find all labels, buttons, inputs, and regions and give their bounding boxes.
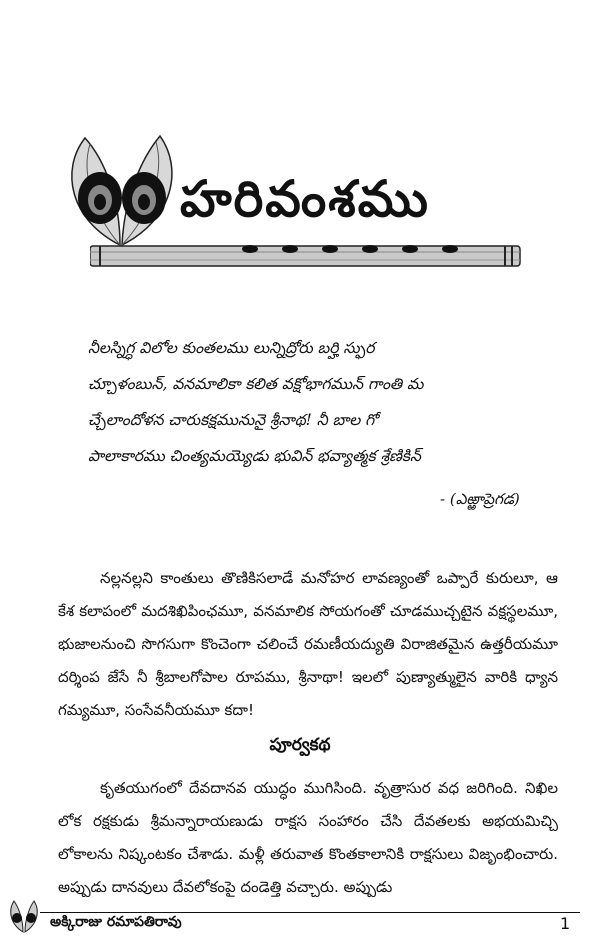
poem-line: చ్చూళంబున్, వనమాలికా కలిత వక్షోభాగమున్ గాంతి మ	[88, 375, 424, 393]
section-heading: పూర్వకథ	[269, 735, 331, 755]
page-number: 1	[560, 914, 571, 933]
body-paragraph: కృతయుగంలో దేవదానవ యుద్ధం ముగిసింది. వృత్రాసుర వధ జరిగింది. నిఖిల లోక రక్షకుడు శ్రీమన్నారాయణుడు రాక్షస సంహారం చేసి దేవతలకు అభయమిచ్చి లోకాలను నిష్కంటకం చేశాడు. మళ్లీ తరువాత కొంతకాలానికి రాక్షసులు విజృంభించారు. అప్పుడు దానవులు దేవలోకంపై దండెత్తి వచ్చారు. అప్పుడు	[58, 779, 558, 896]
peacock-feather-icon	[60, 130, 190, 255]
poem-verse	[88, 330, 558, 474]
page-title: హరివంశము	[180, 170, 430, 228]
poem-line: పాలాకారము చింత్యమయ్యెడు భువిన్ భవ్యాత్మక శ్రేణికిన్	[88, 447, 421, 465]
peacock-feather-logo-icon	[6, 898, 42, 934]
poem-line: చ్చేలాందోళన చారుకక్షమునునై శ్రీనాథ! నీ బాల గో	[88, 411, 378, 429]
footer-divider	[40, 912, 580, 913]
poem-line: నీలస్నిగ్ధ విలోల కుంతలము లున్నిద్రోరు బర్హి స్ఫుర	[88, 339, 375, 357]
title-header	[60, 130, 530, 280]
poem-attribution: - (ఎఱ్ఱాప్రెగడ)	[440, 490, 520, 508]
footer-author: అక్కిరాజు రమాపతిరావు	[50, 914, 182, 930]
flute-icon	[90, 242, 530, 272]
body-paragraph: నల్లనల్లని కాంతులు తొణికిసలాడే మనోహర లావణ్యంతో ఒప్పారే కురులూ, ఆ కేశ కలాపంలో మదశిఖిపింఛమూ, వనమాలిక సోయగంతో చూడముచ్చటైన వక్షస్థలమూ, భుజాలనుంచి సొగసుగా కొంచెంగా చలించే రమణీయద్యుతి విరాజితమైన ఉత్తరీయమూ దర్శింప జేసే నీ శ్రీబాలగోపాల రూపము, శ్రీనాథా! ఇలలో పుణ్యాత్ములైన వారికి ధ్యాన గమ్యమూ, సంసేవనీయమూ కదా!	[58, 569, 558, 719]
